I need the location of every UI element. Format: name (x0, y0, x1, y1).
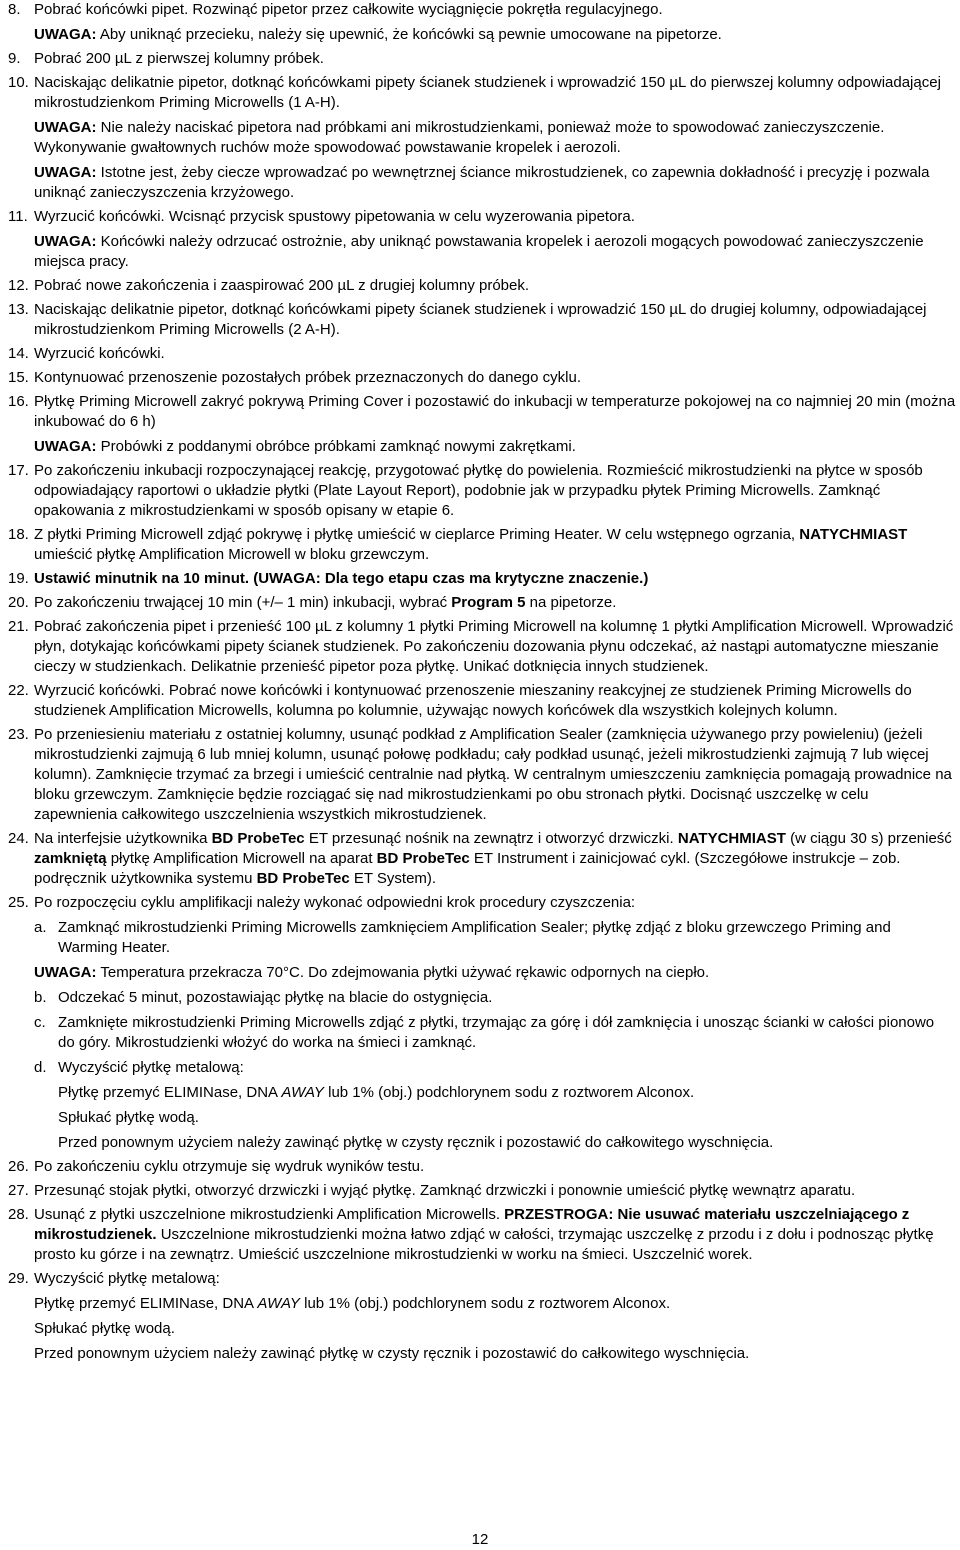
list-item (8, 300, 960, 340)
paragraph (34, 1294, 956, 1314)
paragraph (34, 25, 956, 45)
text-run: Pobrać nowe zakończenia i zaaspirować 200 µL z drugiej kolumny próbek. (34, 277, 530, 294)
bold-text: UWAGA: (34, 26, 97, 43)
item-body (34, 461, 960, 521)
paragraph (34, 232, 956, 272)
item-body (34, 1181, 960, 1201)
item-number: 28. (8, 1206, 29, 1223)
item-number: 21. (8, 618, 29, 635)
text-run: Przesunąć stojak płytki, otworzyć drzwiczki i wyjąć płytkę. Zamknąć drzwiczki i ponownie umieścić płytkę wewnątrz aparatu. (34, 1182, 856, 1199)
paragraph (34, 681, 956, 721)
paragraph (34, 725, 956, 825)
sub-item-letter: b. (34, 989, 47, 1006)
item-number: 19. (8, 570, 29, 587)
text-run: Temperatura przekracza 70°C. Do zdejmowania płytki używać rękawic odpornych na ciepło. (96, 964, 710, 981)
instruction-list (8, 0, 960, 1364)
item-number: 20. (8, 594, 29, 611)
paragraph (34, 525, 956, 565)
bold-text: UWAGA: (34, 164, 97, 181)
list-item (8, 617, 960, 677)
paragraph (34, 73, 956, 113)
sub-item-letter: d. (34, 1059, 47, 1076)
text-run: Wyrzucić końcówki. (34, 345, 165, 362)
text-run: Probówki z poddanymi obróbce próbkami zamknąć nowymi zakrętkami. (96, 438, 576, 455)
bold-text: UWAGA: (34, 438, 97, 455)
paragraph (34, 437, 956, 457)
list-item (8, 1181, 960, 1201)
sub-item (34, 1013, 956, 1053)
list-item (8, 392, 960, 457)
sub-note (34, 963, 956, 983)
page-number: 12 (471, 1531, 489, 1548)
text-run: Po zakończeniu inkubacji rozpoczynającej reakcję, przygotować płytkę do powielenia. Rozmieścić mikrostudzienki na płytce w sposób odpowiadający raportowi o układzie płytki (Plate Layout Report), podobnie jak w przypadku płytek Priming Microwells. Zamknąć opakowania z mikrostudzienkami w sposób opisany w etapie 6. (34, 462, 923, 519)
paragraph (34, 1181, 956, 1201)
text-run: Naciskając delikatnie pipetor, dotknąć końcówkami pipety ścianek studzienek i wprowadzić 150 µL do pierwszej kolumny odpowiadającej mikrostudzienkom Priming Microwells (1 A-H). (34, 74, 941, 111)
item-body (34, 893, 960, 1153)
paragraph (34, 344, 956, 364)
bold-text: Program 5 (451, 594, 526, 611)
sub-item (34, 988, 956, 1008)
item-number: 14. (8, 345, 29, 362)
item-body (34, 525, 960, 565)
paragraph (34, 0, 956, 20)
item-body (34, 276, 960, 296)
text-run: Przed ponownym użyciem należy zawinąć płytkę w czysty ręcznik i pozostawić do całkowitego wyschnięcia. (34, 1345, 750, 1362)
text-run: Płytkę przemyć ELIMINase, DNA (34, 1295, 258, 1312)
item-body (34, 73, 960, 203)
bold-text: NATYCHMIAST (799, 526, 908, 543)
italic-text: AWAY (281, 1084, 324, 1101)
item-number: 13. (8, 301, 29, 318)
paragraph (58, 918, 952, 958)
text-run: Nie należy naciskać pipetora nad próbkami ani mikrostudzienkami, ponieważ może to spowodować zanieczyszczenie. Wykonywanie gwałtownych ruchów może spowodować powstawanie kropelek i aerozoli. (34, 119, 885, 156)
text-run: Przed ponownym użyciem należy zawinąć płytkę w czysty ręcznik i pozostawić do całkowitego wyschnięcia. (58, 1134, 774, 1151)
paragraph (34, 893, 956, 913)
sub-item-body (58, 918, 956, 958)
item-body (34, 725, 960, 825)
list-item (8, 1205, 960, 1265)
sub-item-body (58, 1013, 956, 1053)
list-item (8, 525, 960, 565)
item-body (34, 593, 960, 613)
paragraph (34, 163, 956, 203)
item-number: 27. (8, 1182, 29, 1199)
bold-text: UWAGA: (34, 233, 97, 250)
item-body (34, 569, 960, 589)
text-run: Pobrać końcówki pipet. Rozwinąć pipetor przez całkowite wyciągnięcie pokrętła regulacyjnego. (34, 1, 663, 18)
item-body (34, 617, 960, 677)
paragraph (34, 49, 956, 69)
paragraph (34, 392, 956, 432)
text-run: Pobrać zakończenia pipet i przenieść 100 µL z kolumny 1 płytki Priming Microwell na kolumnę 1 płytki Amplification Microwell. Wprowadzić płyn, dotykając końcówkami pipety ścianek studzienek. Po zakończeniu dozowania płynu odczekać, aż nastąpi automatyczne mieszanie cieczy w studzienkach. Delikatnie przenieść pipetor poza płytkę. Unikać dotknięcia innych studzienek. (34, 618, 954, 675)
text-run: Na interfejsie użytkownika (34, 830, 212, 847)
paragraph (34, 368, 956, 388)
text-run: Wyczyścić płytkę metalową: (58, 1059, 244, 1076)
text-run: Pobrać 200 µL z pierwszej kolumny próbek. (34, 50, 324, 67)
list-item (8, 73, 960, 203)
bold-text: NATYCHMIAST (677, 830, 786, 847)
sub-item-body (58, 1058, 956, 1153)
item-body (34, 1269, 960, 1364)
text-run: Wyrzucić końcówki. Pobrać nowe końcówki i kontynuować przenoszenie mieszaniny reakcyjnej ze studzienek Priming Microwells do studzienek Amplification Microwells, kolumna po kolumnie, używając nowych końcówek dla wszystkich kolejnych kolumn. (34, 682, 912, 719)
list-item (8, 49, 960, 69)
text-run: Istotne jest, żeby ciecze wprowadzać po wewnętrznej ściance mikrostudzienek, co zapewnia dokładność i precyzję i pozwala uniknąć zanieczyszczenia krzyżowego. (34, 164, 930, 201)
item-body (34, 829, 960, 889)
list-item (8, 368, 960, 388)
text-run: Zamknąć mikrostudzienki Priming Microwells zamknięciem Amplification Sealer; płytkę zdjąć z bloku grzewczego Priming and Warming Heater. (58, 919, 891, 956)
bold-text: zamkniętą (34, 850, 107, 867)
item-number: 25. (8, 894, 29, 911)
text-run: Spłukać płytkę wodą. (58, 1109, 199, 1126)
text-run: Usunąć z płytki uszczelnione mikrostudzienki Amplification Microwells. (34, 1206, 505, 1223)
item-body (34, 344, 960, 364)
list-item (8, 569, 960, 589)
item-number: 29. (8, 1270, 29, 1287)
paragraph (34, 1157, 956, 1177)
paragraph (34, 1344, 956, 1364)
text-run: Uszczelnione mikrostudzienki można łatwo zdjąć w całości, trzymając uszczelkę z przodu i z dołu i podnosząc płytkę prosto ku górze i na zewnątrz. Umieścić uszczelnione mikrostudzienki w worku na śmieci. Uszczelnić worek. (34, 1226, 934, 1263)
text-run: ET przesunąć nośnik na zewnątrz i otworzyć drzwiczki. (304, 830, 678, 847)
paragraph (34, 276, 956, 296)
text-run: lub 1% (obj.) podchlorynem sodu z roztworem Alconox. (323, 1084, 695, 1101)
paragraph (58, 988, 952, 1008)
item-body (34, 1157, 960, 1177)
sub-item (34, 918, 956, 958)
sub-item-letter: a. (34, 919, 47, 936)
text-run: Spłukać płytkę wodą. (34, 1320, 175, 1337)
paragraph (58, 1133, 952, 1153)
italic-text: AWAY (257, 1295, 300, 1312)
bold-text: BD ProbeTec (256, 870, 350, 887)
item-number: 22. (8, 682, 29, 699)
item-number: 17. (8, 462, 29, 479)
text-run: ET Instrument i zainicjować cykl. (Szczegółowe instrukcje – zob. podręcznik użytkownika systemu (34, 850, 901, 887)
text-run: Odczekać 5 minut, pozostawiając płytkę na blacie do ostygnięcia. (58, 989, 493, 1006)
bold-text: BD ProbeTec (376, 850, 470, 867)
bold-text: BD ProbeTec (211, 830, 305, 847)
text-run: Wyrzucić końcówki. Wcisnąć przycisk spustowy pipetowania w celu wyzerowania pipetora. (34, 208, 635, 225)
item-number: 26. (8, 1158, 29, 1175)
item-body (34, 1205, 960, 1265)
paragraph (58, 1013, 952, 1053)
bold-text: UWAGA: (34, 964, 97, 981)
bold-text: PRZESTROGA: Nie usuwać materiału uszczelniającego z mikrostudzienek. (34, 1206, 910, 1243)
sub-item (34, 1058, 956, 1153)
paragraph (34, 963, 956, 983)
paragraph (34, 1269, 956, 1289)
item-body (34, 368, 960, 388)
text-run: Aby uniknąć przecieku, należy się upewnić, że końcówki są pewnie umocowane na pipetorze. (96, 26, 722, 43)
list-item (8, 207, 960, 272)
item-number: 23. (8, 726, 29, 743)
paragraph (34, 207, 956, 227)
text-run: Po zakończeniu trwającej 10 min (+/– 1 min) inkubacji, wybrać (34, 594, 452, 611)
item-number: 24. (8, 830, 29, 847)
item-number: 9. (8, 50, 21, 67)
paragraph (58, 1108, 952, 1128)
item-body (34, 681, 960, 721)
item-body (34, 0, 960, 45)
paragraph (34, 1205, 956, 1265)
text-run: Kontynuować przenoszenie pozostałych próbek przeznaczonych do danego cyklu. (34, 369, 582, 386)
text-run: Płytkę Priming Microwell zakryć pokrywą Priming Cover i pozostawić do inkubacji w temperaturze pokojowej na co najmniej 20 min (można inkubować do 6 h) (34, 393, 956, 430)
bold-text: UWAGA: (34, 119, 97, 136)
paragraph (34, 118, 956, 158)
text-run: umieścić płytkę Amplification Microwell w bloku grzewczym. (34, 546, 430, 563)
list-item (8, 725, 960, 825)
text-run: Z płytki Priming Microwell zdjąć pokrywę i płytkę umieścić w cieplarce Priming Heater. W celu wstępnego ogrzania, (34, 526, 800, 543)
bold-text: Ustawić minutnik na 10 minut. (UWAGA: Dla tego etapu czas ma krytyczne znaczenie.) (34, 570, 649, 587)
list-item (8, 829, 960, 889)
paragraph (34, 617, 956, 677)
sub-item-letter: c. (34, 1014, 46, 1031)
paragraph (34, 1319, 956, 1339)
text-run: (w ciągu 30 s) przenieść (785, 830, 952, 847)
paragraph (34, 461, 956, 521)
text-run: Płytkę przemyć ELIMINase, DNA (58, 1084, 282, 1101)
paragraph (34, 593, 956, 613)
text-run: Wyczyścić płytkę metalową: (34, 1270, 220, 1287)
item-number: 18. (8, 526, 29, 543)
item-number: 8. (8, 1, 21, 18)
item-body (34, 300, 960, 340)
text-run: płytkę Amplification Microwell na aparat (106, 850, 377, 867)
paragraph (58, 1083, 952, 1103)
text-run: Po zakończeniu cyklu otrzymuje się wydruk wyników testu. (34, 1158, 425, 1175)
paragraph (34, 300, 956, 340)
item-number: 12. (8, 277, 29, 294)
list-item (8, 1269, 960, 1364)
text-run: na pipetorze. (525, 594, 617, 611)
paragraph (34, 569, 956, 589)
item-body (34, 49, 960, 69)
list-item (8, 893, 960, 1153)
list-item (8, 681, 960, 721)
list-item (8, 344, 960, 364)
text-run: lub 1% (obj.) podchlorynem sodu z roztworem Alconox. (299, 1295, 671, 1312)
item-number: 10. (8, 74, 29, 91)
paragraph (34, 829, 956, 889)
text-run: ET System). (349, 870, 437, 887)
item-number: 16. (8, 393, 29, 410)
text-run: Naciskając delikatnie pipetor, dotknąć końcówkami pipety ścianek studzienek i wprowadzić 150 µL do drugiej kolumny, odpowiadającej mikrostudzienkom Priming Microwells (2 A-H). (34, 301, 927, 338)
text-run: Końcówki należy odrzucać ostrożnie, aby uniknąć powstawania kropelek i aerozoli mogących powodować zanieczyszczenie miejsca pracy. (34, 233, 924, 270)
item-body (34, 207, 960, 272)
sub-item-body (58, 988, 956, 1008)
list-item (8, 0, 960, 45)
text-run: Po przeniesieniu materiału z ostatniej kolumny, usunąć podkład z Amplification Sealer (zamknięcia używanego przy powieleniu) (jeżeli mikrostudzienki zajmują 6 lub mniej kolumn, usunąć połowę podkładu; cały podkład usunąć, jeżeli mikrostudzienki zajmują 7 lub więcej kolumn). Zamknięcie trzymać za brzegi i umieścić centralnie nad płytką. W centralnym umieszczeniu zamknięcia pomagają prowadnice na bloku grzewczym. Zamknięcie będzie rozciągać się nad mikrostudzienkami po obu stronach płytki. Docisnąć uszczelkę w celu zapewnienia całkowitego uszczelnienia wszystkich mikrostudzienek. (34, 726, 952, 823)
item-number: 11. (8, 208, 28, 225)
list-item (8, 276, 960, 296)
item-number: 15. (8, 369, 29, 386)
list-item (8, 1157, 960, 1177)
list-item (8, 593, 960, 613)
item-body (34, 392, 960, 457)
paragraph (58, 1058, 952, 1078)
text-run: Po rozpoczęciu cyklu amplifikacji należy wykonać odpowiedni krok procedury czyszczenia: (34, 894, 636, 911)
text-run: Zamknięte mikrostudzienki Priming Microwells zdjąć z płytki, trzymając za górę i dół zamknięcia i unosząc ścianki w całości pionowo do góry. Mikrostudzienki włożyć do worka na śmieci i zamknąć. (58, 1014, 935, 1051)
list-item (8, 461, 960, 521)
